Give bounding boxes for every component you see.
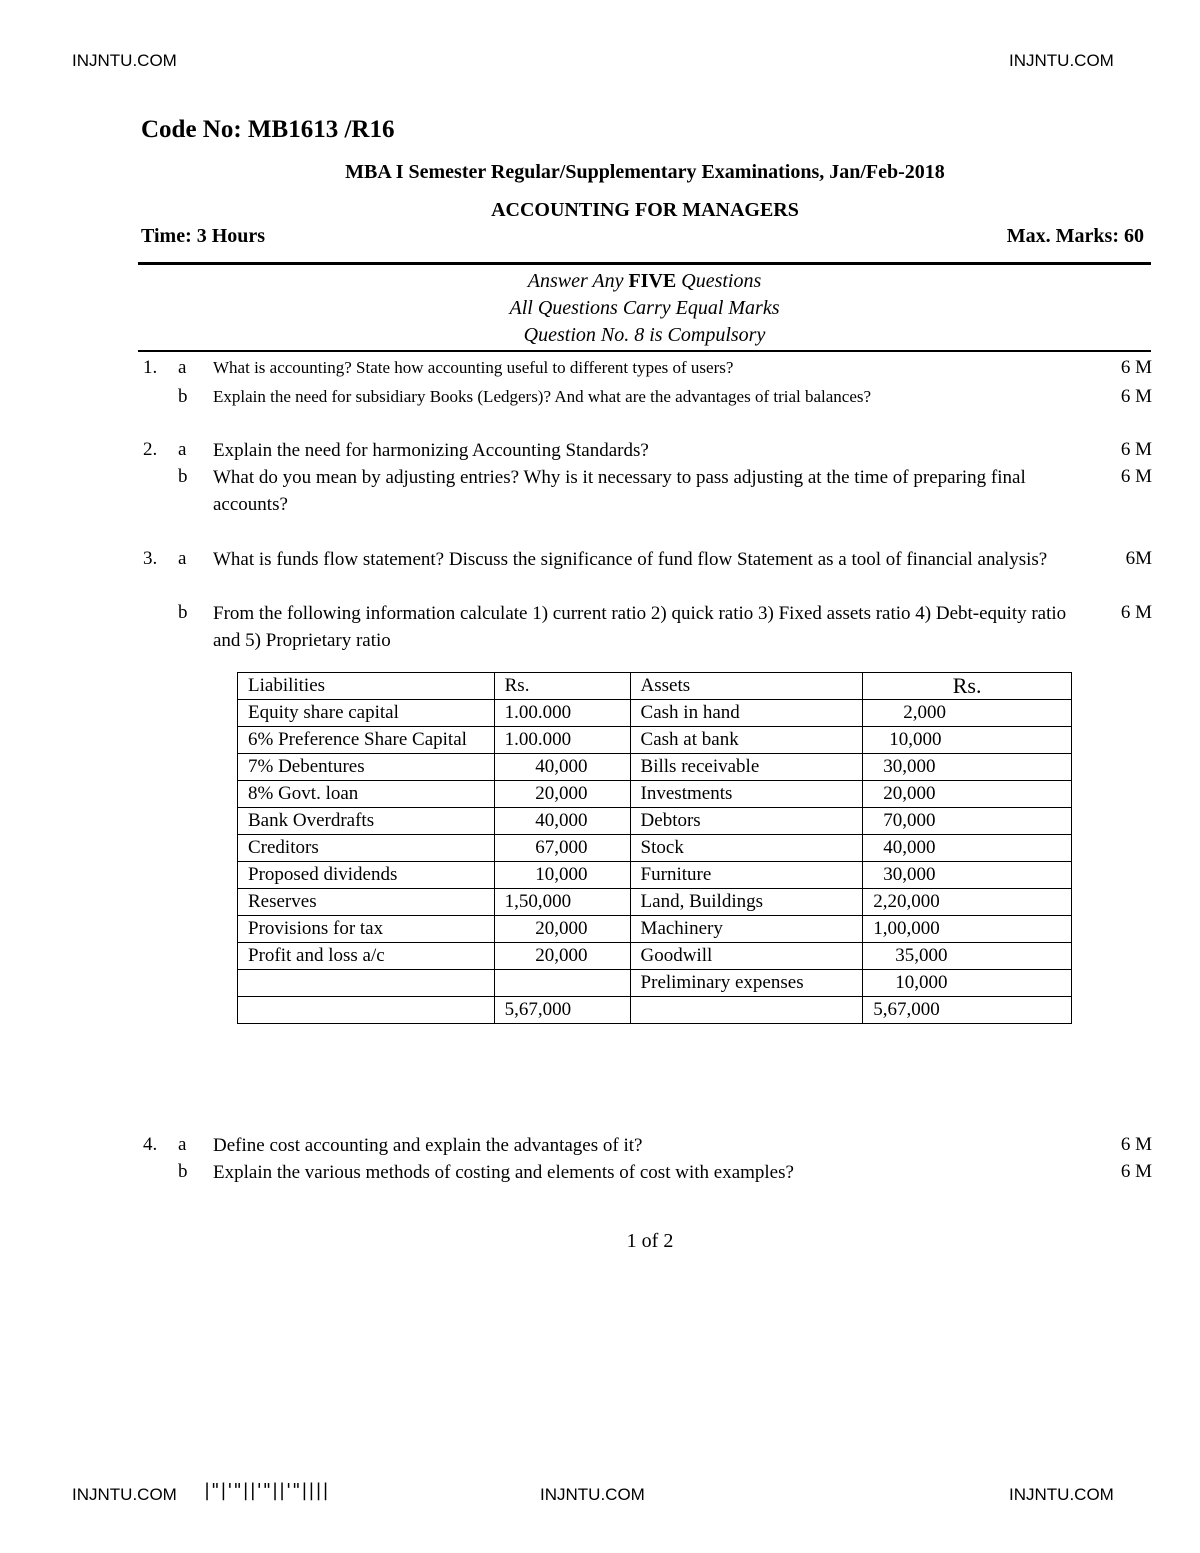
instruction-suffix: Questions	[681, 270, 762, 292]
watermark-top-left: INJNTU.COM	[72, 51, 177, 70]
cell-asset-amount: 30,000	[863, 862, 1072, 889]
header-rs: Rs.	[494, 673, 630, 700]
cell-asset: Cash at bank	[630, 727, 863, 754]
instruction-prefix: Answer Any	[527, 270, 624, 292]
cell-asset-amount: 2,000	[863, 700, 1072, 727]
cell-asset-amount: 35,000	[863, 943, 1072, 970]
table-row	[238, 889, 1072, 916]
cell-liability: Provisions for tax	[238, 916, 495, 943]
question-text: What do you mean by adjusting entries? Why is it necessary to pass adjusting at the time of preparing final accounts?	[213, 467, 1026, 515]
exam-title: MBA I Semester Regular/Supplementary Examinations, Jan/Feb-2018	[345, 161, 945, 183]
question-marks: 6 M	[1120, 386, 1152, 407]
header-liabilities: Liabilities	[238, 673, 495, 700]
cell-liability	[238, 997, 495, 1024]
question-part-label: b	[178, 602, 188, 623]
cell-liability: 6% Preference Share Capital	[238, 727, 495, 754]
instruction-divider	[138, 350, 1151, 352]
cell-asset-amount: 70,000	[863, 808, 1072, 835]
question-text: Explain the need for harmonizing Accounting Standards?	[213, 440, 649, 461]
cell-liability: Profit and loss a/c	[238, 943, 495, 970]
watermark-bottom-right: INJNTU.COM	[1009, 1485, 1114, 1504]
watermark-top-right: INJNTU.COM	[1009, 51, 1114, 70]
question-marks: 6 M	[1120, 1134, 1152, 1155]
cell-asset: Investments	[630, 781, 863, 808]
table-row	[238, 943, 1072, 970]
header-rs: Rs.	[863, 673, 1072, 700]
cell-asset: Goodwill	[630, 943, 863, 970]
question-number: 1.	[143, 357, 158, 378]
cell-asset: Stock	[630, 835, 863, 862]
question-part-label: b	[178, 466, 188, 487]
balance-sheet-table	[237, 672, 1072, 1024]
exam-time: Time: 3 Hours	[141, 225, 266, 247]
question-marks: 6 M	[1120, 439, 1152, 460]
cell-liability: Reserves	[238, 889, 495, 916]
watermark-bottom-center: INJNTU.COM	[540, 1485, 645, 1504]
question-marks: 6M	[1125, 548, 1152, 569]
question-text: From the following information calculate 1) current ratio 2) quick ratio 3) Fixed assets ratio 4) Debt-equity ratio and 5) Proprietary ratio	[213, 603, 1067, 651]
cell-asset	[630, 997, 863, 1024]
cell-liability-amount: 20,000	[494, 916, 630, 943]
cell-asset: Preliminary expenses	[630, 970, 863, 997]
cell-liability-amount: 10,000	[494, 862, 630, 889]
table-row	[238, 916, 1072, 943]
table-row	[238, 727, 1072, 754]
table-row	[238, 835, 1072, 862]
question-text: What is funds flow statement? Discuss the significance of fund flow Statement as a tool of financial analysis?	[213, 549, 1048, 570]
barcode-mark: |"|'"||'"||'"||||	[204, 1480, 330, 1501]
subject-title: ACCOUNTING FOR MANAGERS	[491, 199, 799, 221]
question-number: 2.	[143, 439, 158, 460]
question-part-label: b	[178, 1161, 188, 1182]
cell-liability	[238, 970, 495, 997]
question-part-label: a	[178, 1134, 187, 1155]
cell-liability-amount: 1.00.000	[494, 727, 630, 754]
question-marks: 6 M	[1120, 602, 1152, 623]
cell-asset: Land, Buildings	[630, 889, 863, 916]
question-marks: 6 M	[1120, 466, 1152, 487]
table-total-row	[238, 997, 1072, 1024]
question-text: Explain the various methods of costing and elements of cost with examples?	[213, 1162, 794, 1183]
question-marks: 6 M	[1120, 1161, 1152, 1182]
question-text: Define cost accounting and explain the advantages of it?	[213, 1135, 643, 1156]
max-marks: Max. Marks: 60	[1006, 225, 1144, 247]
cell-liability: 7% Debentures	[238, 754, 495, 781]
question-part-label: b	[178, 386, 188, 407]
question-number: 4.	[143, 1134, 158, 1155]
table-row	[238, 808, 1072, 835]
cell-asset-amount: 30,000	[863, 754, 1072, 781]
instruction-line-3: Question No. 8 is Compulsory	[523, 324, 766, 346]
cell-liability-amount: 40,000	[494, 808, 630, 835]
question-marks: 6 M	[1120, 357, 1152, 378]
cell-asset: Machinery	[630, 916, 863, 943]
cell-asset-total: 5,67,000	[863, 997, 1072, 1024]
cell-liability-amount	[494, 970, 630, 997]
cell-asset-amount: 10,000	[863, 970, 1072, 997]
question-part-label: a	[178, 439, 187, 460]
cell-liability-total: 5,67,000	[494, 997, 630, 1024]
page-number: 1 of 2	[626, 1230, 674, 1252]
question-part-label: a	[178, 357, 187, 378]
cell-liability: Creditors	[238, 835, 495, 862]
table-row	[238, 862, 1072, 889]
cell-liability-amount: 40,000	[494, 754, 630, 781]
cell-asset: Furniture	[630, 862, 863, 889]
cell-liability: Equity share capital	[238, 700, 495, 727]
cell-asset: Debtors	[630, 808, 863, 835]
question-text: Explain the need for subsidiary Books (Ledgers)? And what are the advantages of trial balances?	[213, 387, 872, 406]
table-header-row	[238, 673, 1072, 700]
table-row	[238, 754, 1072, 781]
cell-liability-amount: 1.00.000	[494, 700, 630, 727]
cell-liability-amount: 67,000	[494, 835, 630, 862]
cell-asset: Cash in hand	[630, 700, 863, 727]
cell-asset-amount: 20,000	[863, 781, 1072, 808]
cell-asset-amount: 10,000	[863, 727, 1072, 754]
cell-liability: 8% Govt. loan	[238, 781, 495, 808]
instruction-line-2: All Questions Carry Equal Marks	[509, 297, 780, 319]
cell-asset: Bills receivable	[630, 754, 863, 781]
cell-asset-amount: 1,00,000	[863, 916, 1072, 943]
watermark-bottom-left: INJNTU.COM	[72, 1485, 177, 1504]
cell-asset-amount: 40,000	[863, 835, 1072, 862]
cell-asset-amount: 2,20,000	[863, 889, 1072, 916]
question-number: 3.	[143, 548, 158, 569]
table-row	[238, 700, 1072, 727]
instruction-line-1	[138, 270, 1151, 293]
question-text: What is accounting? State how accounting useful to different types of users?	[213, 358, 734, 377]
header-divider	[138, 262, 1151, 265]
instruction-bold: FIVE	[628, 270, 677, 292]
cell-liability: Proposed dividends	[238, 862, 495, 889]
cell-liability-amount: 20,000	[494, 781, 630, 808]
table-row	[238, 970, 1072, 997]
code-number: Code No: MB1613 /R16	[141, 116, 395, 143]
table-row	[238, 781, 1072, 808]
header-assets: Assets	[630, 673, 863, 700]
cell-liability-amount: 1,50,000	[494, 889, 630, 916]
cell-liability-amount: 20,000	[494, 943, 630, 970]
question-part-label: a	[178, 548, 187, 569]
cell-liability: Bank Overdrafts	[238, 808, 495, 835]
